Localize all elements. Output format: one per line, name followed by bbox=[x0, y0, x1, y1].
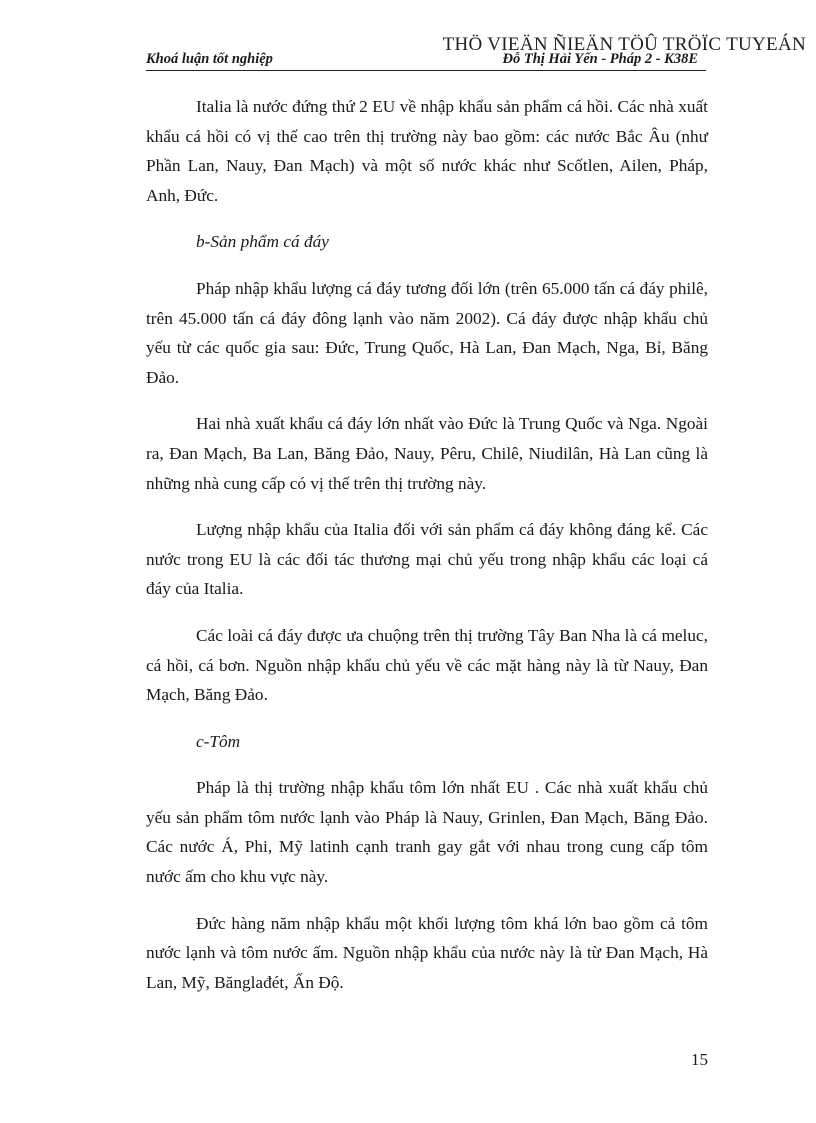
paragraph: Italia là nước đứng thứ 2 EU về nhập khẩu sản phẩm cá hồi. Các nhà xuất khẩu cá hồi có vị thế cao trên thị trường này bao gồm: các nước Bắc Âu (như Phần Lan, Nauy, Đan Mạch) và một số nước khác như Scốtlen, Ailen, Pháp, Anh, Đức. bbox=[146, 97, 708, 205]
library-watermark: THÖ VIEÄN ÑIEÄN TÖÛ TRÖÏC TUYEÁN bbox=[442, 34, 806, 55]
paragraph: Pháp nhập khẩu lượng cá đáy tương đối lớn (trên 65.000 tấn cá đáy philê, trên 45.000 tấn cá đáy đông lạnh vào năm 2002). Cá đáy được nhập khẩu chủ yếu từ các quốc gia sau: Đức, Trung Quốc, Hà Lan, Đan Mạch, Nga, Bỉ, Băng Đảo. bbox=[146, 278, 708, 387]
section-heading-b: b-Sản phẩm cá đáy bbox=[196, 232, 329, 252]
paragraph: Đức hàng năm nhập khẩu một khối lượng tôm khá lớn bao gồm cả tôm nước lạnh và tôm nước ấm. Nguồn nhập khẩu của nước này là từ Đan Mạch, Hà Lan, Mỹ, Bănglađét, Ấn Độ. bbox=[146, 913, 708, 992]
document-body bbox=[146, 92, 708, 1014]
section-heading-c: c-Tôm bbox=[196, 731, 241, 751]
page-number: 15 bbox=[691, 1050, 708, 1069]
page-header bbox=[146, 50, 706, 71]
header-author: Đỗ Thị Hải Yến - Pháp 2 - K38E bbox=[502, 51, 698, 67]
paragraph: Pháp là thị trường nhập khẩu tôm lớn nhất EU . Các nhà xuất khẩu chủ yếu sản phẩm tôm nước lạnh vào Pháp là Nauy, Grinlen, Đan Mạch, Băng Đảo. Các nước Á, Phi, Mỹ latinh cạnh tranh gay gắt với nhau trong cung cấp tôm nước ấm cho khu vực này. bbox=[146, 778, 708, 887]
paragraph: Lượng nhập khẩu của Italia đối với sản phẩm cá đáy không đáng kể. Các nước trong EU là các đối tác thương mại chủ yếu trong nhập khẩu các loại cá đáy của Italia. bbox=[146, 520, 708, 599]
paragraph: Hai nhà xuất khẩu cá đáy lớn nhất vào Đức là Trung Quốc và Nga. Ngoài ra, Đan Mạch, Ba Lan, Băng Đảo, Nauy, Pêru, Chilê, Niudilân, Hà Lan cũng là những nhà cung cấp có vị thế trên thị trường này. bbox=[146, 414, 708, 493]
paragraph: Các loài cá đáy được ưa chuộng trên thị trường Tây Ban Nha là cá meluc, cá hồi, cá bơn. Nguồn nhập khẩu chủ yếu về các mặt hàng này là từ Nauy, Đan Mạch, Băng Đảo. bbox=[146, 625, 708, 705]
header-thesis-title: Khoá luận tốt nghiệp bbox=[146, 51, 273, 67]
